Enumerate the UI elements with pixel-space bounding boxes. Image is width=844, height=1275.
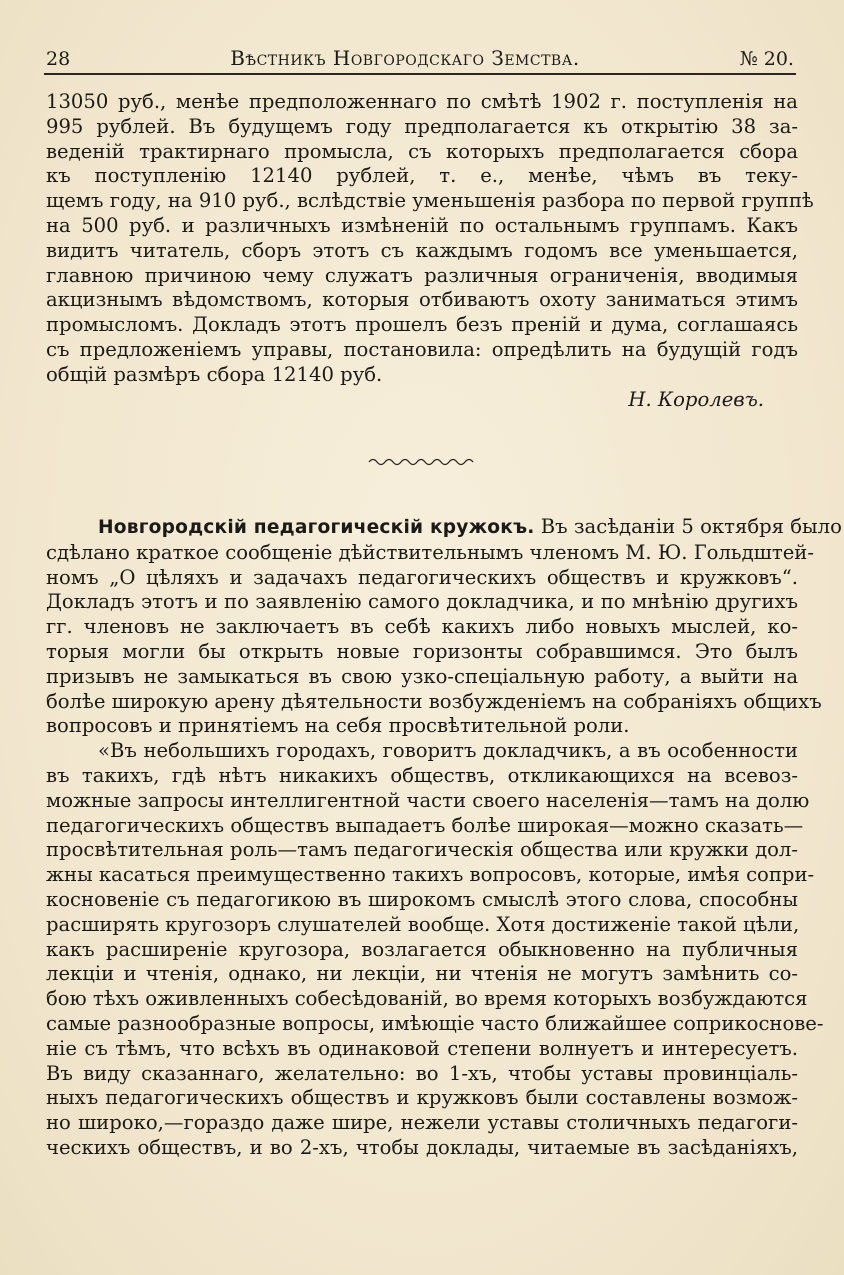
text-line: на 500 руб. и различныхъ измѣненій по остальнымъ группамъ. Какъ: [46, 213, 798, 237]
paragraph-2: [46, 739, 824, 1161]
text-line: Въ виду сказаннаго, желательно: во 1-хъ, чтобы уставы провинціаль-: [46, 1061, 798, 1085]
text-line: ныхъ педагогическихъ обществъ и кружковъ были составлены возмож-: [46, 1086, 798, 1110]
text-line: сдѣлано краткое сообщеніе дѣйствительнымъ членомъ М. Ю. Гольдштей-: [46, 540, 814, 564]
author-signature: Н. Королевъ.: [628, 388, 764, 411]
text-line: можные запросы интеллигентной части своего населенія—тамъ на долю: [46, 788, 810, 812]
article-tavern-tax: [46, 90, 814, 388]
text-line: Докладъ этотъ и по заявленію самого докладчика, и по мнѣнію другихъ: [46, 590, 798, 614]
text-line: промысломъ. Докладъ этотъ прошелъ безъ преній и дума, соглашаясь: [46, 313, 798, 337]
text-line: акцизнымъ вѣдомствомъ, которыя отбиваютъ охоту заниматься этимъ: [46, 288, 798, 312]
section-first-line-text: Въ засѣданіи 5 октября было: [540, 515, 842, 538]
text-line: общій размѣръ сбора 12140 руб.: [46, 362, 383, 386]
text-line: главною причиною чему служатъ различныя ограниченія, вводимыя: [46, 263, 798, 287]
text-line: просвѣтительная роль—тамъ педагогическія общества или кружки дол-: [46, 838, 798, 862]
text-line: торыя могли бы открыть новые горизонты собравшимся. Это былъ: [46, 639, 798, 663]
text-line: гг. членовъ не заключаетъ въ себѣ какихъ либо новыхъ мыслей, ко-: [46, 615, 798, 639]
text-line: жны касаться преимущественно такихъ вопросовъ, которые, имѣя сопри-: [46, 863, 815, 887]
section-first-line: [46, 515, 842, 541]
text-line: «Въ небольшихъ городахъ, говоритъ докладчикъ, а въ особенности: [98, 739, 798, 763]
text-line: болѣе широкую арену дѣятельности возбужденіемъ на собраніяхъ общихъ: [46, 689, 822, 713]
text-line: видитъ читатель, сборъ этотъ съ каждымъ годомъ все уменьшается,: [46, 238, 798, 262]
text-line: щемъ году, на 910 руб., вслѣдствіе уменьшенія разбора по первой группѣ: [46, 189, 814, 213]
text-line: въ такихъ, гдѣ нѣтъ никакихъ обществъ, откликающихся на всевоз-: [46, 763, 798, 787]
journal-title: Вѣстникъ Новгородскаго Земства.: [230, 46, 580, 70]
text-line: какъ расширеніе кругозора, возлагается обыкновенно на публичныя: [46, 937, 798, 961]
paragraph-1: [46, 540, 822, 739]
text-line: лекціи и чтенія, однако, ни лекціи, ни чтенія не могутъ замѣнить со-: [46, 962, 798, 986]
text-line: 13050 руб., менѣе предположеннаго по смѣтѣ 1902 г. поступленія на: [46, 90, 798, 113]
section-heading: Новгородскій педагогическій кружокъ.: [98, 517, 535, 538]
text-line: къ поступленію 12140 рублей, т. е., менѣе, чѣмъ въ теку-: [46, 164, 798, 188]
text-line: ніе съ тѣмъ, что всѣхъ въ одинаковой степени волнуетъ и интересуетъ.: [46, 1036, 798, 1060]
text-line: расширять кругозоръ слушателей вообще. Хотя достиженіе такой цѣли,: [46, 912, 800, 936]
text-line: веденій трактирнаго промысла, съ которыхъ предполагается сбора: [46, 139, 798, 163]
page-number: 28: [46, 48, 71, 70]
text-line: номъ „О цѣляхъ и задачахъ педагогическихъ обществъ и кружковъ“.: [46, 565, 798, 589]
text-line: съ предложеніемъ управы, постановила: опредѣлить на будущій годъ: [46, 337, 798, 361]
header-rule: [44, 73, 796, 75]
text-line: призывъ не замыкаться въ свою узко-спеціальную работу, а выйти на: [46, 664, 798, 688]
running-header: [46, 40, 794, 70]
text-line: бою тѣхъ оживленныхъ собесѣдованій, во время которыхъ возбуждаются: [46, 987, 808, 1011]
text-line: но широко,—гораздо даже шире, нежели уставы столичныхъ педагоги-: [46, 1111, 798, 1135]
section-divider-ornament: [367, 455, 477, 469]
text-line: самые разнообразные вопросы, имѣющіе часто ближайшее соприкоснове-: [46, 1011, 824, 1035]
text-line: 995 рублей. Въ будущемъ году предполагается къ открытію 38 за-: [46, 114, 798, 138]
text-line: вопросовъ и принятіемъ на себя просвѣтительной роли.: [46, 714, 630, 738]
text-line: ческихъ обществъ, и во 2-хъ, чтобы доклады, читаемые въ засѣданіяхъ,: [46, 1135, 798, 1159]
text-line: педагогическихъ обществъ выпадаетъ болѣе широкая—можно сказать—: [46, 813, 804, 837]
text-line: косновеніе съ педагогикою въ широкомъ смыслѣ этого слова, способны: [46, 887, 798, 911]
article-pedagogical-circle: [46, 515, 842, 1161]
issue-number: № 20.: [739, 48, 794, 70]
